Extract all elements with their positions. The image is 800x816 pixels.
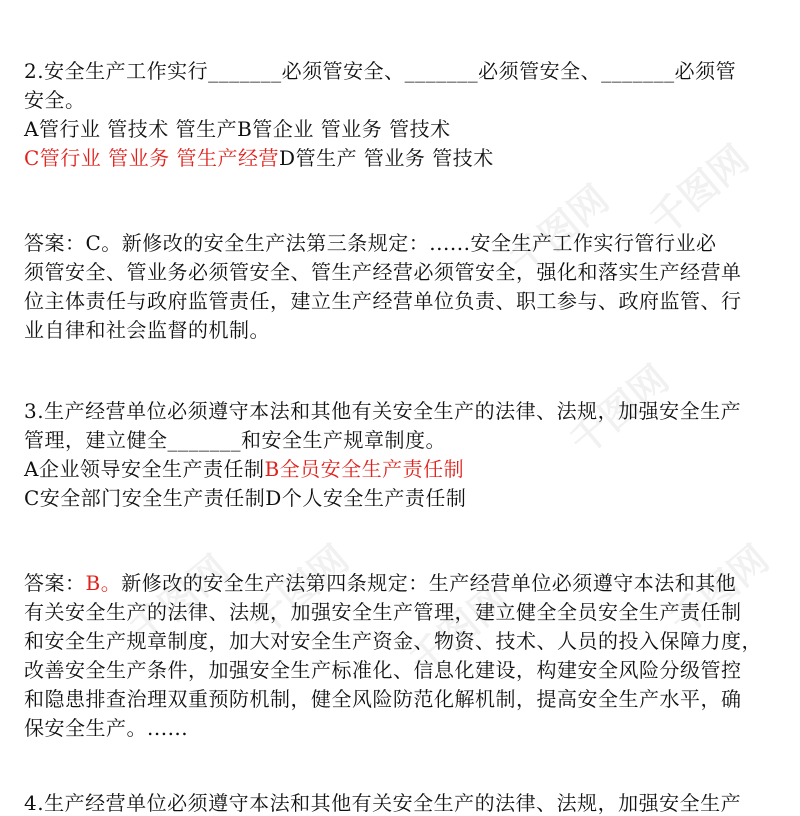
watermark: 千图网 xyxy=(241,536,358,644)
q3-answer-letter: B。 xyxy=(85,571,122,595)
q3-answer-line-1 xyxy=(24,570,780,596)
watermark: 千图网 xyxy=(401,576,518,684)
q2-options-ab: A管行业 管技术 管生产B管企业 管业务 管技术 xyxy=(24,117,451,141)
q3-answer-first-rest: 新修改的安全生产法第四条规定：生产经营单位必须遵守本法和其他 xyxy=(121,571,737,595)
q2-options-cd xyxy=(24,145,780,171)
q3-answer-prefix: 答案： xyxy=(24,571,86,595)
watermark: 千图网 xyxy=(661,536,778,644)
watermark: 千图网 xyxy=(641,136,758,244)
q2-answer-line-2: 须管安全、管业务必须管安全、管生产经营必须管安全，强化和落实生产经营单 xyxy=(24,260,742,284)
watermark: 千图网 xyxy=(561,356,678,464)
q3-option-a: A企业领导安全生产责任制 xyxy=(24,457,265,481)
watermark: 千图网 xyxy=(501,176,618,284)
q2-answer-line-4: 业自律和社会监督的机制。 xyxy=(24,318,270,342)
q3-stem-line-2: 管理，建立健全_______和安全生产规章制度。 xyxy=(24,428,446,452)
q3-stem-line-1: 3.生产经营单位必须遵守本法和其他有关安全生产的法律、法规，加强安全生产 xyxy=(24,399,742,423)
q2-stem-line-1: 2.安全生产工作实行_______必须管安全、_______必须管安全、_______必须管 xyxy=(24,59,737,83)
q2-answer-line-3: 位主体责任与政府监管责任，建立生产经营单位负责、职工参与、政府监管、行 xyxy=(24,289,742,313)
q2-option-d: D管生产 管业务 管技术 xyxy=(279,146,494,170)
q3-answer-line-2: 有关安全生产的法律、法规，加强安全生产管理，建立健全全员安全生产责任制 xyxy=(24,600,742,624)
q3-options-ab xyxy=(24,456,780,482)
q3-option-b-correct: B全员安全生产责任制 xyxy=(264,457,465,481)
q4-stem-line-1: 4.生产经营单位必须遵守本法和其他有关安全生产的法律、法规，加强安全生产 xyxy=(24,791,742,815)
watermark: 千图网 xyxy=(121,546,238,654)
q3-answer-line-3: 和安全生产规章制度，加大对安全生产资金、物资、技术、人员的投入保障力度， xyxy=(24,629,762,653)
q2-stem-line-2: 安全。 xyxy=(24,88,86,112)
q2-answer-line-1: 答案：C。新修改的安全生产法第三条规定：......安全生产工作实行管行业必 xyxy=(24,231,717,255)
q3-answer-line-4: 改善安全生产条件，加强安全生产标准化、信息化建设，构建安全风险分级管控 xyxy=(24,658,742,682)
q3-answer-line-5: 和隐患排查治理双重预防机制，健全风险防范化解机制，提高安全生产水平，确 xyxy=(24,687,742,711)
q3-options-cd: C安全部门安全生产责任制D个人安全生产责任制 xyxy=(24,486,467,510)
q2-option-c-correct: C管行业 管业务 管生产经营 xyxy=(24,146,280,170)
q3-answer-line-6: 保安全生产。...... xyxy=(24,716,189,740)
